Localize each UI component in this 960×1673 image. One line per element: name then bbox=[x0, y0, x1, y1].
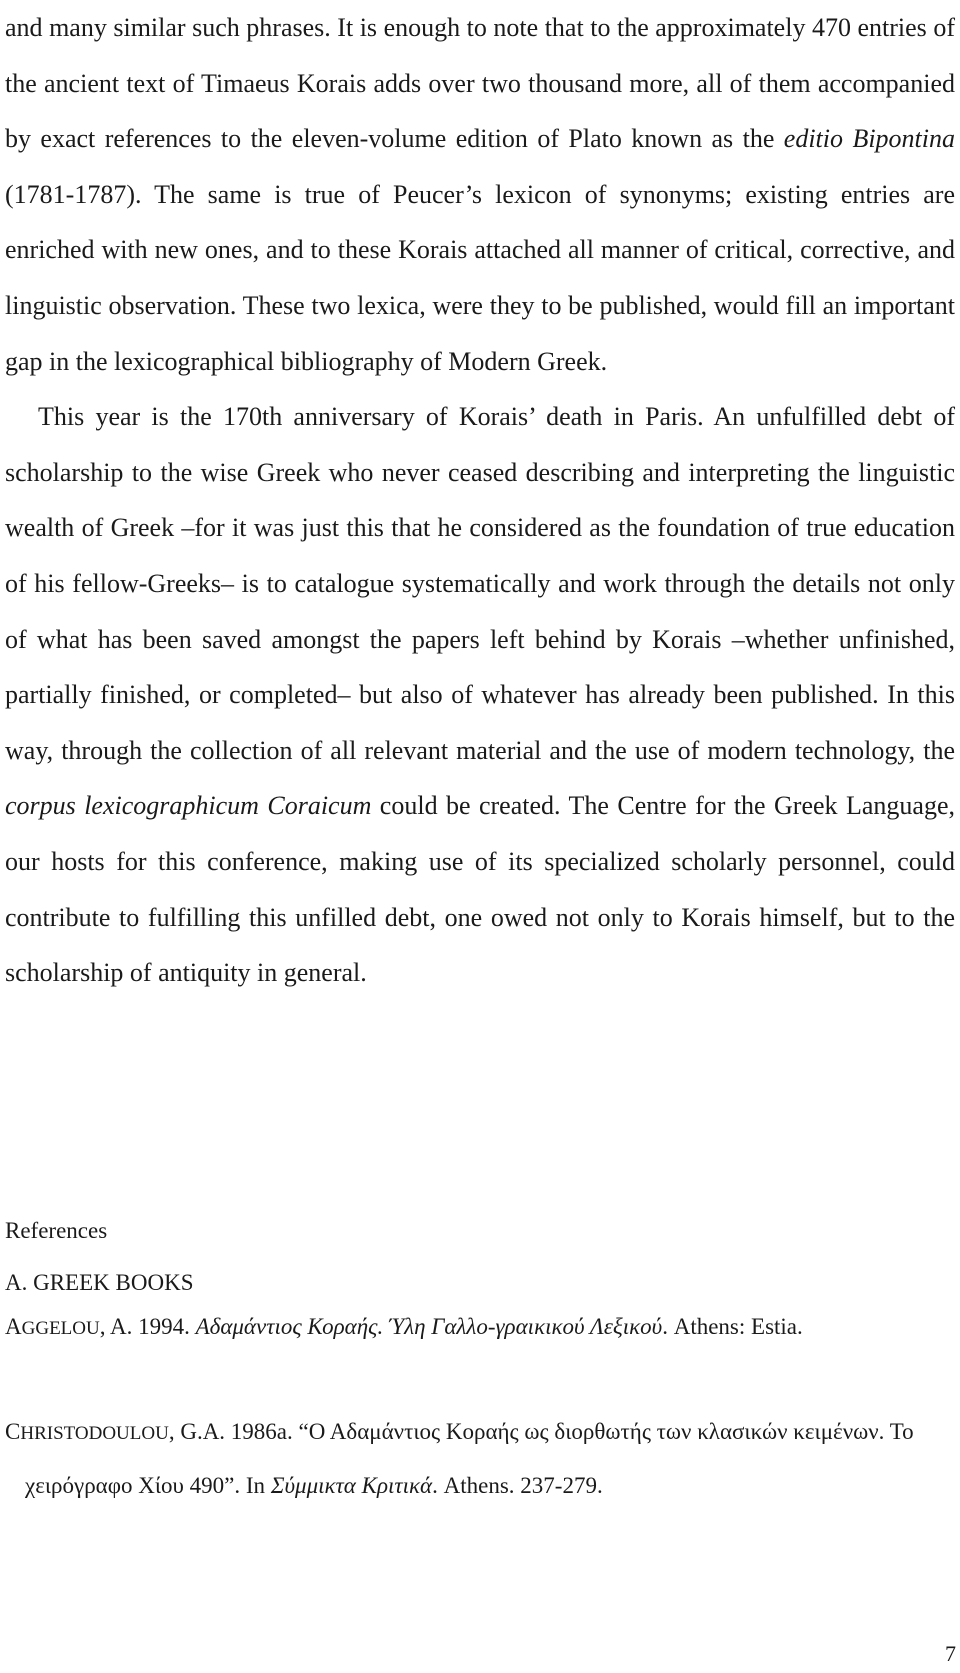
reference-entry bbox=[5, 1301, 955, 1355]
page-number: 7 bbox=[945, 1641, 956, 1666]
reference-author-tail: , A. 1994. bbox=[99, 1314, 196, 1339]
references-subheading-greek-books: A. GREEK BOOKS bbox=[5, 1270, 194, 1295]
paragraph-2 bbox=[5, 389, 955, 1001]
paragraph-1 bbox=[5, 0, 955, 389]
reference-title: Αδαμάντιος Κοραής. Ύλη Γαλλο-γραικικού Λεξικού bbox=[195, 1314, 663, 1339]
paragraph-2-text-start: This year is the 170th anniversary of Korais’ death in Paris. An unfulfilled debt of scholarship to the wise Greek who never ceased describing and interpreting the linguistic wealth of Greek –for it was just this that he considered as the foundation of true education of his fellow-Greeks– is to catalogue systematically and work through the details not only of what has been saved amongst the papers left behind by Korais –whether unfinished, partially finished, or completed– but also of whatever has already been published. In this way, through the collection of all relevant material and the use of modern technology, the bbox=[5, 402, 955, 765]
reference-author-rest: GGELOU bbox=[21, 1318, 100, 1339]
reference-title: Σύμμικτα Κριτικά bbox=[270, 1473, 433, 1498]
reference-author-initial: C bbox=[5, 1419, 21, 1444]
paragraph-2-italic-term: corpus lexicographicum Coraicum bbox=[5, 791, 372, 821]
reference-author-tail: , G.A. 1986a. “Ο Αδαμάντιος Κοραής ως διορθωτής των κλασικών κειμένων. Το χειρόγραφο Χίου 490”. In bbox=[25, 1419, 914, 1498]
paragraph-1-text-end: (1781-1787). The same is true of Peucer’s lexicon of synonyms; existing entries are enriched with new ones, and to these Korais attached all manner of critical, corrective, and linguistic observation. These two lexica, were they to be published, would fill an important gap in the lexicographical bibliography of Modern Greek. bbox=[5, 179, 955, 376]
paragraph-1-text-start: and many similar such phrases. It is enough to note that to the approximately 470 entries of the ancient text of Timaeus Korais adds over two thousand more, all of them accompanied by exact references to the eleven-volume edition of Plato known as the bbox=[5, 13, 955, 154]
reference-author-initial: A bbox=[5, 1314, 22, 1339]
paragraph-1-italic-term: editio Bipontina bbox=[783, 124, 955, 154]
reference-author-rest: HRISTODOULOU bbox=[20, 1423, 169, 1444]
body-text bbox=[5, 0, 955, 1001]
paragraph-2-text-end: could be created. The Centre for the Greek Language, our hosts for this conference, making use of its specialized scholarly personnel, could contribute to fulfilling this unfilled debt, one owed not only to Korais himself, but to the scholarship of antiquity in general. bbox=[5, 791, 955, 988]
references-heading: References bbox=[5, 1218, 108, 1243]
reference-publisher: . Athens: Estia. bbox=[662, 1314, 803, 1339]
reference-entry bbox=[5, 1406, 955, 1512]
reference-publisher: . Athens. 237-279. bbox=[432, 1473, 603, 1498]
